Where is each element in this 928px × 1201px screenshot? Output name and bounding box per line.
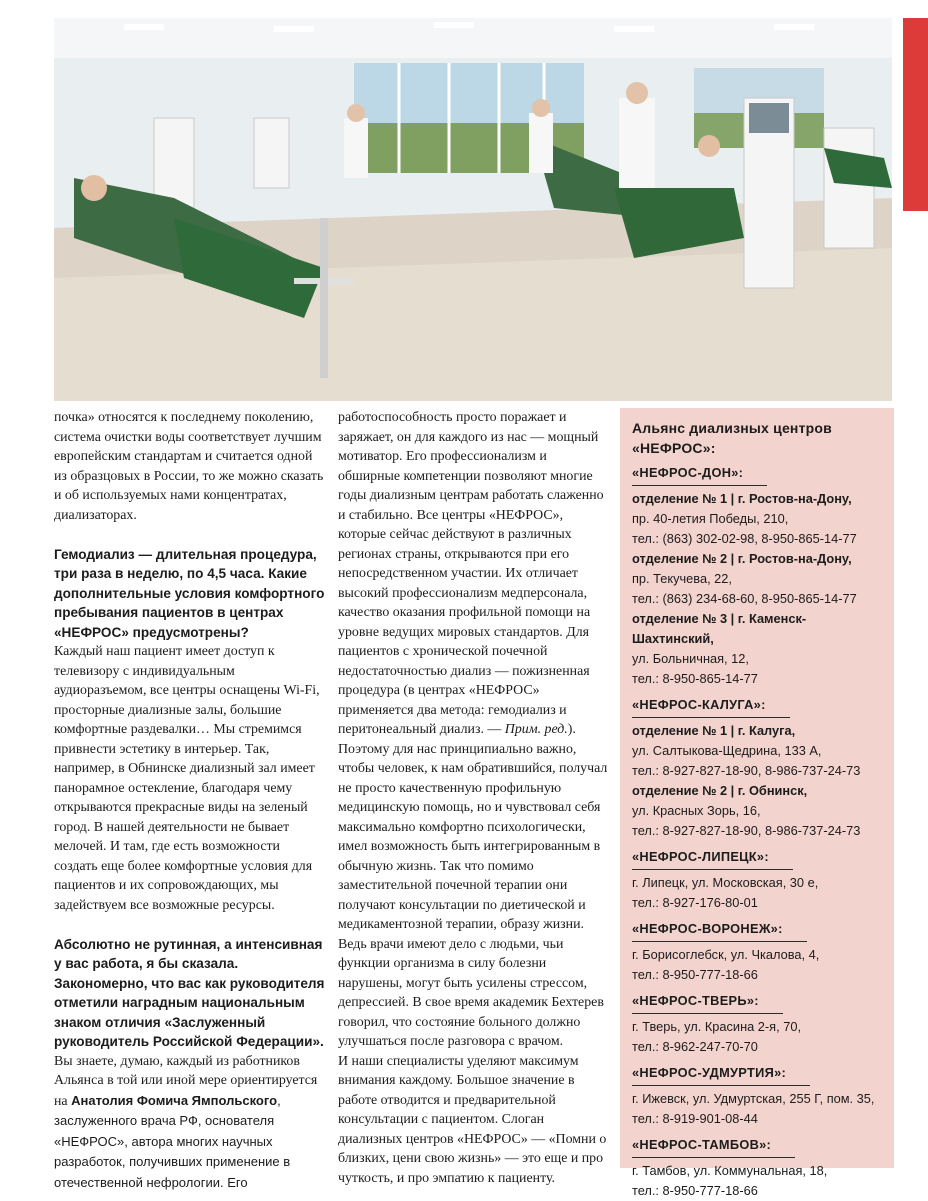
branch	[632, 609, 884, 689]
dialysis-hall-illustration	[54, 18, 892, 401]
branch-title: отделение № 2 | г. Ростов-на-Дону,	[632, 551, 852, 566]
centers-sidebar	[620, 408, 894, 1198]
center-address: г. Тамбов, ул. Коммунальная, 18,	[632, 1163, 828, 1178]
dialysis-hall-photo	[54, 18, 892, 401]
text-column-2	[338, 408, 608, 1188]
answer-2-start: Вы знаете, думаю, каждый из работников Альянса в той или иной мере ориентируется на	[54, 1053, 318, 1109]
sidebar-title	[632, 418, 884, 458]
paragraph-intro: почка» относятся к последнему поколению, система очистки воды соответствует лучшим европейским стандартам и считается одной из образцовых в России, то же можно сказать и об используемых нами концентратах, диализаторах.	[54, 410, 324, 523]
center-phone: тел.: 8-919-901-08-44	[632, 1111, 758, 1126]
paragraph-2: И наши специалисты уделяют максимум внимания каждому. Большое значение в работе отводится и предварительной консультации с пациентом. Слоган диализных центров «НЕФРОС» — «Помни о близких, цени свою жизнь» — это еще и про чуткость, и про эмпатию к пациенту.	[338, 1053, 607, 1186]
center-name: «НЕФРОС-ДОН»:	[632, 464, 767, 486]
branch-address: пр. Текучева, 22,	[632, 571, 732, 586]
founder-name: Анатолия Фомича Ямпольского	[71, 1092, 278, 1108]
branch-title: отделение № 1 | г. Ростов-на-Дону,	[632, 491, 852, 506]
center-name: «НЕФРОС-ТАМБОВ»:	[632, 1136, 795, 1158]
center-name: «НЕФРОС-ТВЕРЬ»:	[632, 992, 783, 1014]
branch-phone: тел.: 8-927-827-18-90, 8-986-737-24-73	[632, 823, 861, 838]
branch-title: отделение № 3 | г. Каменск-Шахтинский,	[632, 611, 807, 646]
center-details	[632, 1017, 884, 1057]
center-group-lipetsk	[632, 848, 884, 913]
branch-address: ул. Больничная, 12,	[632, 651, 749, 666]
branch-address: ул. Салтыкова-Щедрина, 133 А,	[632, 743, 822, 758]
center-address: г. Тверь, ул. Красина 2-я, 70,	[632, 1019, 802, 1034]
sidebar-title-line-2: «НЕФРОС»:	[632, 440, 716, 456]
center-name: «НЕФРОС-ЛИПЕЦК»:	[632, 848, 793, 870]
branch-address: пр. 40-летия Победы, 210,	[632, 511, 789, 526]
center-details	[632, 1089, 884, 1129]
interview-question-1: Гемодиализ — длительная процедура, три раза в неделю, по 4,5 часа. Какие дополнительные условия комфортного пребывания пациентов в центрах «НЕФРОС» предусмотрены?	[54, 546, 325, 640]
red-page-tab	[903, 18, 928, 211]
branch	[632, 781, 884, 841]
branch	[632, 721, 884, 781]
branch-phone: тел.: 8-950-865-14-77	[632, 671, 758, 686]
center-phone: тел.: 8-962-247-70-70	[632, 1039, 758, 1054]
branch	[632, 549, 884, 609]
center-address: г. Липецк, ул. Московская, 30 е,	[632, 875, 819, 890]
center-group-voronezh	[632, 920, 884, 985]
center-address: г. Борисоглебск, ул. Чкалова, 4,	[632, 947, 820, 962]
answer-1: Каждый наш пациент имеет доступ к телевизору с индивидуальным аудиоразъемом, все центры оснащены Wi-Fi, просторные диализные залы, большие комфортные раздевалки… Мы стремимся привнести эстетику в интерьер. Так, например, в Обнинске диализный зал имеет панорамное остекление, благодаря чему открываются прекрасные виды на зеленый город. В нашей деятельности не бывает мелочей. И там, где есть возможности создать еще более комфортные условия для пациентов и их сопровождающих, мы задействуем все возможные ресурсы.	[54, 644, 320, 913]
center-address: г. Ижевск, ул. Удмуртская, 255 Г, пом. 35,	[632, 1091, 875, 1106]
center-name: «НЕФРОС-ВОРОНЕЖ»:	[632, 920, 807, 942]
paragraph-1-body: работоспособность просто поражает и заряжает, он для каждого из нас — мощный мотиватор. Его профессионализм и обширные компетенции позволяют многие годы диализным центрам работать слаженно и стабильно. Все центры «НЕФРОС», которые сейчас действуют в различных регионах страны, открываются при его непосредственном участии. Их отличает высокий профессионализм медперсонала, качество оказания профильной помощи на уровне ведущих мировых стандартов. Для пациентов с хронической почечной недостаточностью диализ — пожизненная процедура (в центрах «НЕФРОС» применяется два метода: гемодиализ и перитонеальный диализ. —	[338, 410, 604, 737]
center-group-tver	[632, 992, 884, 1057]
sidebar-title-line-1: Альянс диализных центров	[632, 420, 832, 436]
center-name: «НЕФРОС-УДМУРТИЯ»:	[632, 1064, 810, 1086]
center-details	[632, 1161, 884, 1201]
branch-address: ул. Красных Зорь, 16,	[632, 803, 761, 818]
text-column-1	[54, 408, 326, 1193]
center-group-tambov	[632, 1136, 884, 1201]
branch-phone: тел.: (863) 234-68-60, 8-950-865-14-77	[632, 591, 857, 606]
center-details	[632, 873, 884, 913]
branch-title: отделение № 2 | г. Обнинск,	[632, 783, 808, 798]
center-name: «НЕФРОС-КАЛУГА»:	[632, 696, 790, 718]
paragraph-1-end: ). Поэтому для нас принципиально важно, чтобы человек, к нам обратившийся, получал не просто качественную профильную медицинскую помощь, но и чувствовал себя максимально комфортно психологически, имел возможность быть интегрированным в обычную жизнь. Так что помимо заместительной почечной терапии они получают консультации по диетической и медикаментозной терапии, образу жизни. Ведь врачи имеют дело с людьми, чьи функции организма в силу болезни нарушены, могут быть усилены стрессом, депрессией. В свое время академик Бехтерев говорил, что состояние больного должно улучшаться после разговора с врачом.	[338, 722, 608, 1049]
center-phone: тел.: 8-950-777-18-66	[632, 1183, 758, 1198]
branch-phone: тел.: (863) 302-02-98, 8-950-865-14-77	[632, 531, 857, 546]
answer-2	[54, 1052, 326, 1194]
branch	[632, 489, 884, 549]
editor-note: Прим. ред.	[504, 722, 568, 737]
branch-title: отделение № 1 | г. Калуга,	[632, 723, 796, 738]
center-phone: тел.: 8-950-777-18-66	[632, 967, 758, 982]
interview-question-2: Абсолютно не рутинная, а интенсивная у вас работа, я бы сказала. Закономерно, что вас как руководителя отметили наградным национальным знаком отличия «Заслуженный руководитель Российской Федерации».	[54, 936, 325, 1049]
branch-phone: тел.: 8-927-827-18-90, 8-986-737-24-73	[632, 763, 861, 778]
center-group-kaluga	[632, 696, 884, 841]
answer-2-rest: , заслуженного врача РФ, основателя «НЕФРОС», автора многих научных разработок, получивших применение в отечественной нефрологии. Его	[54, 1092, 291, 1190]
center-group-udmurtia	[632, 1064, 884, 1129]
center-group-don	[632, 464, 884, 689]
paragraph-1	[338, 408, 608, 1052]
center-phone: тел.: 8-927-176-80-01	[632, 895, 758, 910]
center-details	[632, 945, 884, 985]
